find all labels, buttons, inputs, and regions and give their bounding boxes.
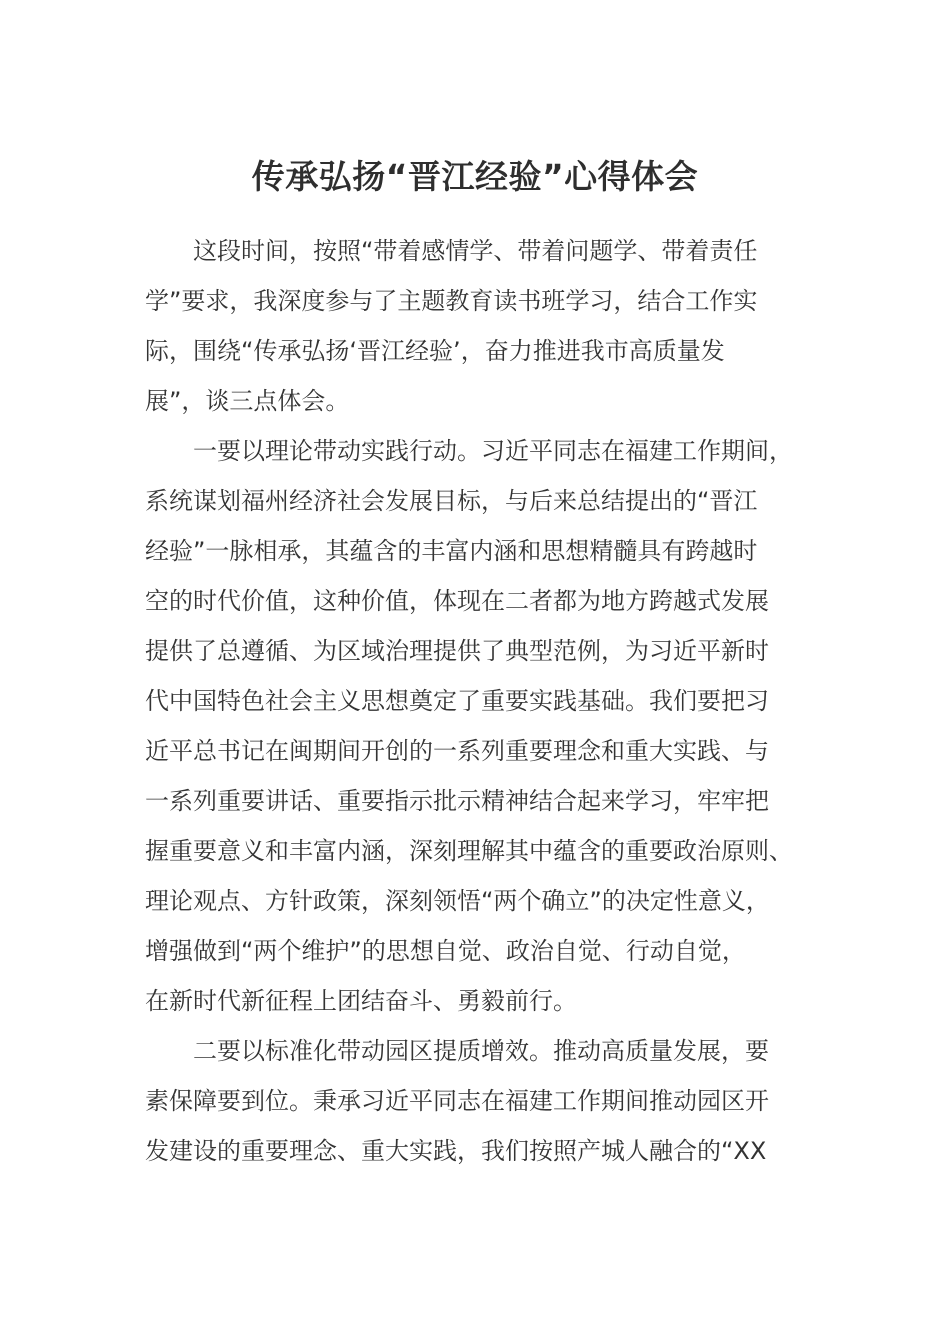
paragraph-2-line-4: 空的时代价值，这种价值，体现在二者都为地方跨越式发展 <box>145 587 769 615</box>
paragraph-2-line-2: 系统谋划福州经济社会发展目标，与后来总结提出的“晋江 <box>145 487 758 515</box>
paragraph-2-line-8: 一系列重要讲话、重要指示批示精神结合起来学习，牢牢把 <box>145 787 769 815</box>
paragraph-3-line-1: 二要以标准化带动园区提质增效。推动高质量发展，要 <box>193 1037 769 1065</box>
document-title: 传承弘扬“晋江经验”心得体会 <box>251 157 699 196</box>
paragraph-2-line-7: 近平总书记在闽期间开创的一系列重要理念和重大实践、与 <box>145 737 769 765</box>
paragraph-2-line-5: 提供了总遵循、为区域治理提供了典型范例，为习近平新时 <box>145 637 769 665</box>
paragraph-1-line-3: 际，围绕“传承弘扬‘晋江经验’，奋力推进我市高质量发 <box>145 337 725 365</box>
paragraph-2-line-3: 经验”一脉相承，其蕴含的丰富内涵和思想精髓具有跨越时 <box>145 537 758 565</box>
paragraph-2-line-12: 在新时代新征程上团结奋斗、勇毅前行。 <box>145 987 577 1015</box>
paragraph-3-line-3: 发建设的重要理念、重大实践，我们按照产城人融合的“XX <box>145 1137 767 1165</box>
paragraph-2-line-6: 代中国特色社会主义思想奠定了重要实践基础。我们要把习 <box>145 687 769 715</box>
paragraph-2-line-10: 理论观点、方针政策，深刻领悟“两个确立”的决定性意义， <box>145 887 770 915</box>
paragraph-2-line-9: 握重要意义和丰富内涵，深刻理解其中蕴含的重要政治原则、 <box>145 837 793 865</box>
paragraph-3-line-2: 素保障要到位。秉承习近平同志在福建工作期间推动园区开 <box>145 1087 769 1115</box>
paragraph-1-line-1: 这段时间，按照“带着感情学、带着问题学、带着责任 <box>193 237 758 265</box>
paragraph-1-line-4: 展”，谈三点体会。 <box>145 387 350 415</box>
paragraph-1-line-2: 学”要求，我深度参与了主题教育读书班学习，结合工作实 <box>145 287 758 315</box>
document-body <box>145 226 809 1176</box>
paragraph-2-line-11: 增强做到“两个维护”的思想自觉、政治自觉、行动自觉， <box>145 937 746 965</box>
paragraph-2-line-1: 一要以理论带动实践行动。习近平同志在福建工作期间， <box>193 437 793 465</box>
